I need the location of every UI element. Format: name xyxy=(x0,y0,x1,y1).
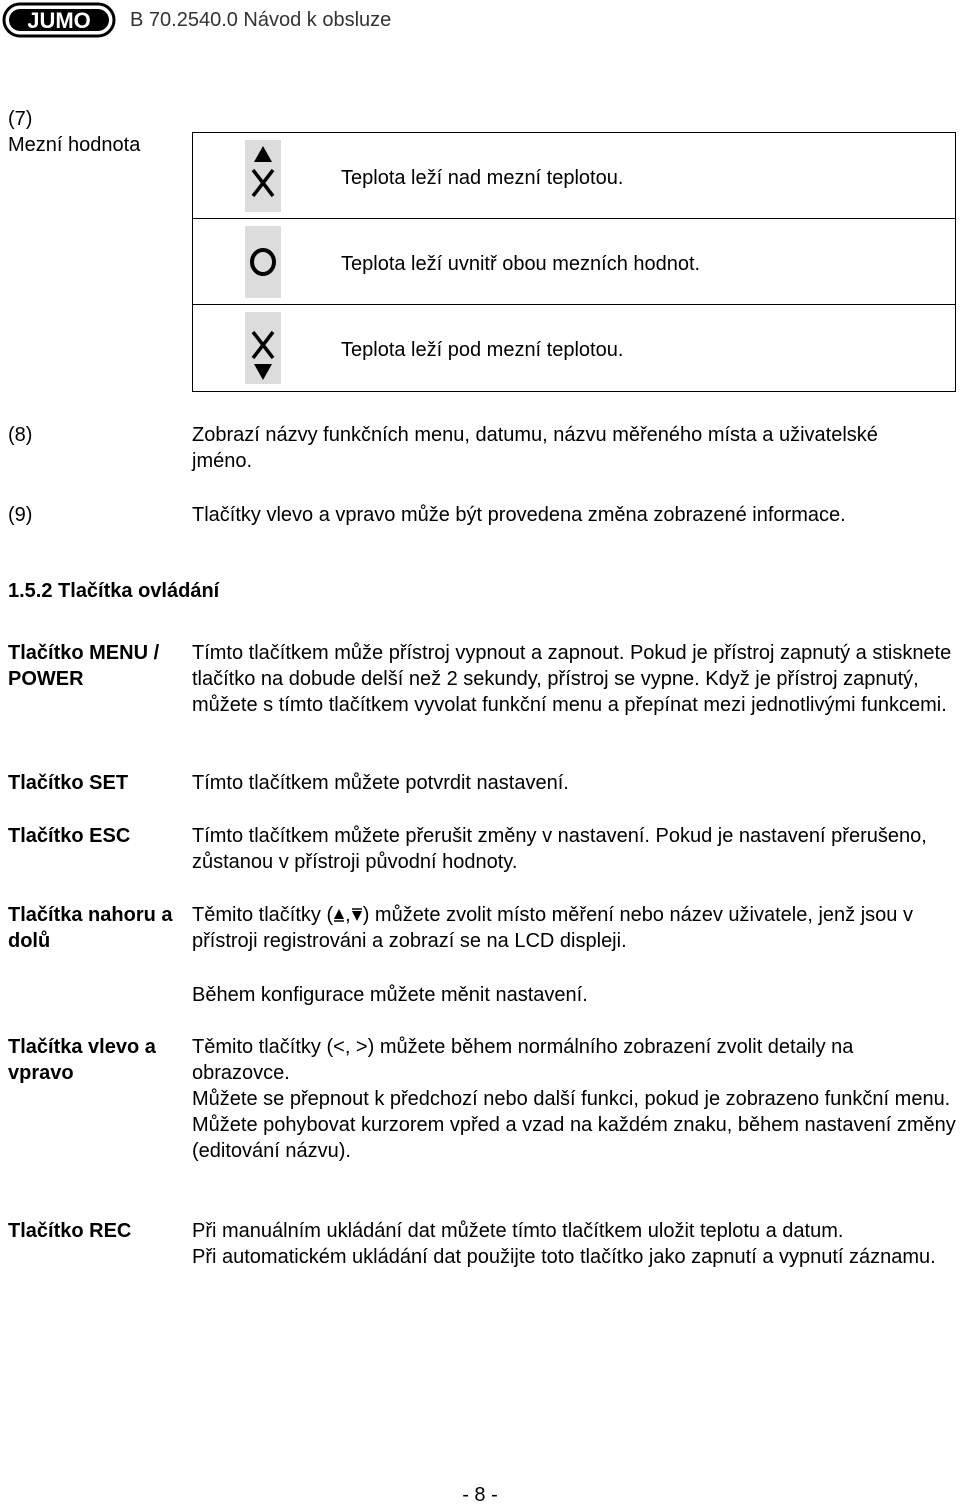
limit-row-inside xyxy=(193,219,955,305)
menu-power-key-label: Tlačítko MENU / POWER xyxy=(8,642,160,690)
arrow-up-icon xyxy=(333,904,345,926)
section-9-number: (9) xyxy=(8,504,33,526)
section-7-number: (7) xyxy=(8,108,33,130)
limit-row-text: Teplota leží pod mezní teplotou. xyxy=(341,339,624,361)
left-right-desc-2: Můžete se přepnout k předchozí nebo další funkci, pokud je zobrazeno funkční menu. xyxy=(192,1088,951,1110)
rec-key-desc xyxy=(192,1218,956,1270)
section-7-title: Mezní hodnota xyxy=(8,134,141,156)
section-9-text: Tlačítky vlevo a vpravo může být provedena změna zobrazené informace. xyxy=(192,504,846,526)
section-8-number: (8) xyxy=(8,424,33,446)
logo-text: JUMO xyxy=(27,8,91,33)
limit-row-below xyxy=(193,305,955,391)
document-title: B 70.2540.0 Návod k obsluze xyxy=(130,9,392,31)
section-8-text: Zobrazí názvy funkčních menu, datumu, názvu měřeného místa a uživatelské jméno. xyxy=(192,424,878,472)
jumo-logo xyxy=(2,2,116,38)
left-right-keys-label: Tlačítka vlevo a vpravo xyxy=(8,1036,156,1084)
circle-o-icon xyxy=(245,226,281,298)
up-down-keys-desc2: Během konfigurace můžete měnit nastavení. xyxy=(192,984,588,1006)
left-right-keys-desc xyxy=(192,1034,956,1164)
up-down-desc-part-b: ) můžete zvolit místo měření nebo název uživatele, jenž jsou v přístroji registrováni a zobrazí se na LCD displeji. xyxy=(192,904,913,952)
section-7-label xyxy=(8,106,140,158)
esc-key-desc: Tímto tlačítkem můžete přerušit změny v nastavení. Pokud je nastavení přerušeno, zůstanou v přístroji původní hodnoty. xyxy=(192,825,927,873)
section-heading: 1.5.2 Tlačítka ovládání xyxy=(8,580,220,602)
up-down-keys-desc xyxy=(192,902,956,954)
arrow-down-icon xyxy=(351,904,363,926)
rec-key-label: Tlačítko REC xyxy=(8,1220,132,1242)
set-key-desc: Tímto tlačítkem můžete potvrdit nastavení. xyxy=(192,772,569,794)
limit-row-text: Teplota leží uvnitř obou mezních hodnot. xyxy=(341,253,701,275)
up-down-desc-part-a: Těmito tlačítky ( xyxy=(192,904,334,926)
set-key-label: Tlačítko SET xyxy=(8,772,129,794)
left-right-desc-3: Můžete pohybovat kurzorem vpřed a vzad na každém znaku, během nastavení změny (editování názvu). xyxy=(192,1114,956,1162)
page-number: - 8 - xyxy=(462,1484,498,1506)
esc-key-label: Tlačítko ESC xyxy=(8,825,131,847)
rec-desc-1: Při manuálním ukládání dat můžete tímto tlačítkem uložit teplotu a datum. xyxy=(192,1220,844,1242)
left-right-desc-1: Těmito tlačítky (<, >) můžete během normálního zobrazení zvolit detaily na obrazovce. xyxy=(192,1036,854,1084)
limit-value-table xyxy=(192,132,956,392)
limit-row-above xyxy=(193,133,955,219)
up-down-keys-label: Tlačítka nahoru a dolů xyxy=(8,904,173,952)
menu-power-key-desc: Tímto tlačítkem může přístroj vypnout a zapnout. Pokud je přístroj zapnutý a stisknete tlačítko na dobude delší než 2 sekundy, přístroj se vypne. Když je přístroj zapnutý, můžete s tímto tlačítkem vyvolat funkční menu a přepínat mezi jednotlivými funkcemi. xyxy=(192,642,952,716)
rec-desc-2: Při automatickém ukládání dat použijte toto tlačítko jako zapnutí a vypnutí záznamu. xyxy=(192,1246,936,1268)
arrow-up-x-icon xyxy=(245,140,281,212)
up-down-desc-sep: , xyxy=(345,904,351,926)
x-arrow-down-icon xyxy=(245,312,281,384)
limit-row-text: Teplota leží nad mezní teplotou. xyxy=(341,167,624,189)
